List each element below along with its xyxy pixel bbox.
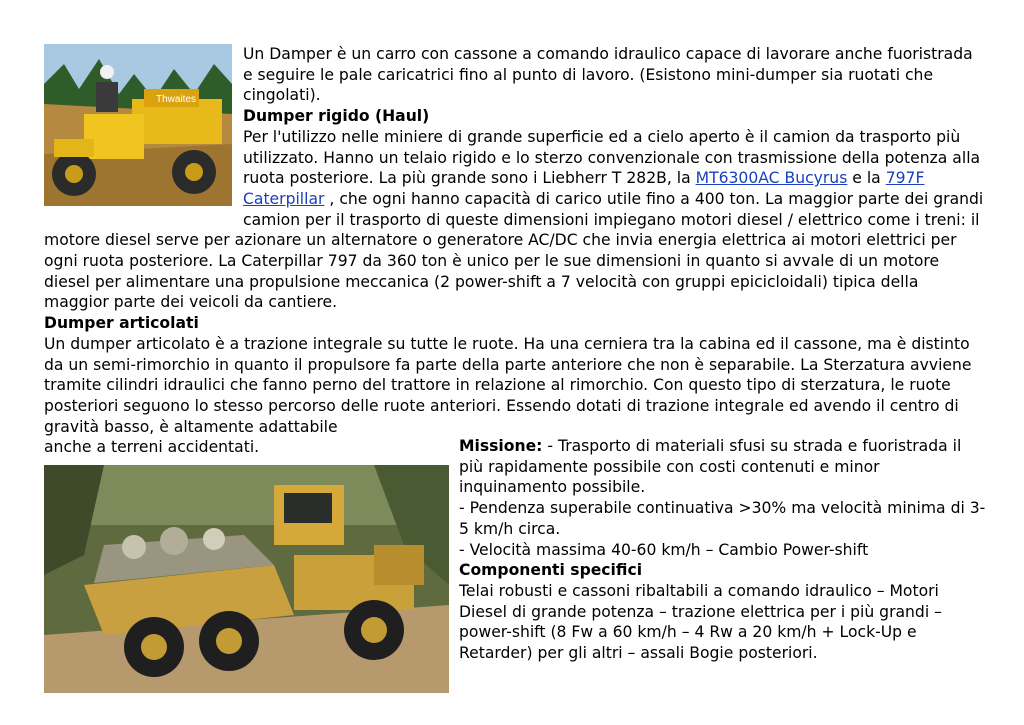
rigid-heading: Dumper rigido (Haul) bbox=[243, 107, 430, 126]
articulated-paragraph: Un dumper articolato è a trazione integrale su tutte le ruote. Ha una cerniera tra la cabina ed il cassone, ma è distinto da un semi-rimorchio in quanto il propulsore fa parte della parte anteriore che non è separabile. La Sterzatura avviene tramite cilindri idraulici che fanno perno del trattore in relazione al rimorchio. Con questo tipo di sterzatura, le ruote posteriori seguono lo stesso percorso delle ruote anteriori. Essendo dotati di trazione integrale ed avendo il centro di gravità basso, è altamente adattabile bbox=[44, 334, 972, 436]
intro-text: Un Damper è un carro con cassone a comando idraulico capace di lavorare anche fuoristrada e seguire le pale caricatrici fino al punto di lavoro. (Esistono mini-dumper sia ruotati che cingolati). bbox=[243, 45, 973, 105]
articulated-dump-truck-photo bbox=[44, 465, 449, 693]
articulated-tail: anche a terreni accidentati. bbox=[44, 438, 260, 457]
mission-speed-text: - Velocità massima 40-60 km/h – Cambio Power-shift bbox=[459, 540, 869, 559]
link-797f-caterpillar[interactable]: 797F Caterpillar bbox=[243, 169, 925, 208]
mission-column bbox=[459, 436, 989, 664]
rigid-mid-text: e la bbox=[852, 169, 881, 188]
components-heading: Componenti specifici bbox=[459, 561, 643, 580]
rigid-paragraph-2: , che ogni hanno capacità di carico utile fino a 400 ton. La maggior parte dei grandi camion per il trasporto di queste dimensioni impiegano motori diesel / elettrico come i treni: il motore diesel serve per azionare un alternatore o generatore AC/DC che invia energia elettrica ai motori elettrici per ogni ruota posteriore. La Caterpillar 797 da 360 ton è unico per le sue dimensioni in quanto si avvale di un motore diesel per alimentare una propulsione meccanica (2 power-shift a 7 velocità con gruppi epicicloidali) tipica della maggior parte dei veicoli da cantiere. bbox=[44, 189, 984, 312]
components-text: Telai robusti e cassoni ribaltabili a comando idraulico – Motori Diesel di grande potenza – trazione elettrica per i più grandi – power-shift (8 Fw a 60 km/h – 4 Rw a 20 km/h + Lock-Up e Retarder) per gli altri – assali Bogie posteriori. bbox=[459, 581, 942, 663]
site-dumper-photo bbox=[44, 44, 232, 206]
link-mt6300ac-bucyrus[interactable]: MT6300AC Bucyrus bbox=[695, 169, 848, 188]
mission-text: - Trasporto di materiali sfusi su strada e fuoristrada il più rapidamente possibile con costi contenuti e minor inquinamento possibile. bbox=[459, 437, 962, 497]
document-body bbox=[44, 44, 984, 458]
mission-label: Missione: bbox=[459, 437, 543, 455]
mission-gradient-text: - Pendenza superabile continuativa >30% ma velocità minima di 3-5 km/h circa. bbox=[459, 499, 986, 538]
articulated-heading: Dumper articolati bbox=[44, 314, 199, 333]
rigid-paragraph-1: Per l'utilizzo nelle miniere di grande superficie ed a cielo aperto è il camion da trasporto più utilizzato. Hanno un telaio rigido e lo sterzo convenzionale con trasmissione della potenza alla ruota posteriore. La più grande sono i Liebherr T 282B, la bbox=[243, 127, 981, 188]
brand-label: Thwaites bbox=[156, 94, 197, 105]
